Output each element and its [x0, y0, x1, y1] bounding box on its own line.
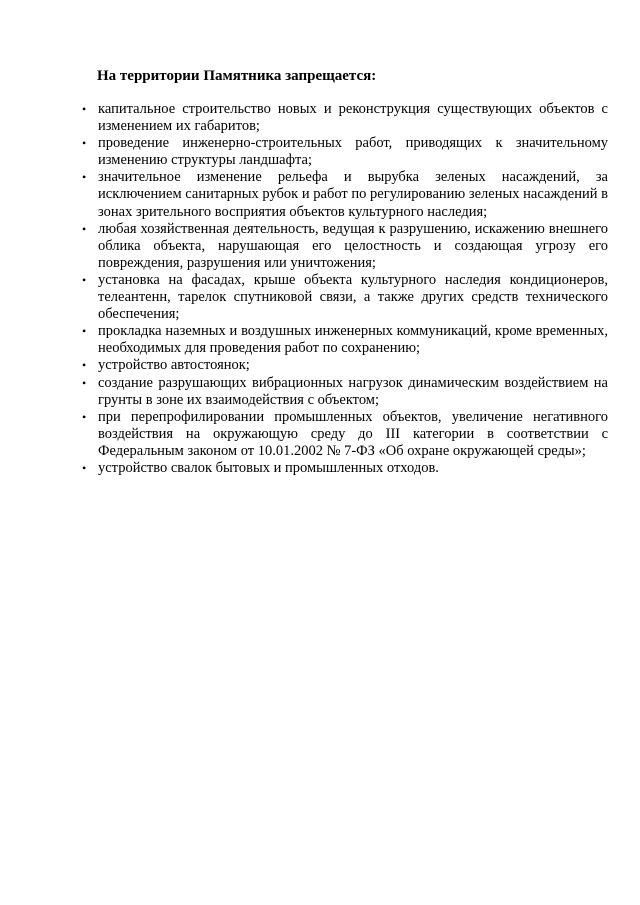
list-item-text: проведение инженерно-строительных работ, приводящих к значительному изменению структуры ландшафта; — [98, 135, 608, 169]
bullet-icon: • — [82, 272, 87, 287]
list-item-text: создание разрушающих вибрационных нагрузок динамическим воздействием на грунты в зоне их взаимодействия с объектом; — [98, 374, 608, 408]
list-item-text: капитальное строительство новых и реконструкция существующих объектов с изменением их габаритов; — [98, 101, 608, 135]
list-item — [0, 357, 640, 374]
bullet-icon: • — [82, 221, 87, 236]
list-item — [0, 101, 640, 135]
list-item — [0, 169, 640, 220]
section-heading: На территории Памятника запрещается: — [97, 68, 377, 84]
list-item-text: при перепрофилировании промышленных объектов, увеличение негативного воздействия на окружающую среду до III категории в соответствии с Федеральным законом от 10.01.2002 № 7-ФЗ «Об охране окружающей среды»; — [98, 408, 608, 459]
bullet-icon: • — [82, 170, 87, 185]
list-item — [0, 375, 640, 409]
bullet-icon: • — [82, 136, 87, 151]
list-item-text: значительное изменение рельефа и вырубка зеленых насаждений, за исключением санитарных рубок и работ по регулированию зеленых насаждений в зонах зрительного восприятия объектов культурного наследия; — [98, 169, 608, 220]
list-item-text: любая хозяйственная деятельность, ведущая к разрушению, искажению внешнего облика объекта, нарушающая его целостность и создающая угрозу его повреждения, разрушения или уничтожения; — [98, 220, 608, 271]
list-item-text: устройство свалок бытовых и промышленных отходов. — [98, 459, 439, 476]
list-item-text: устройство автостоянок; — [98, 357, 250, 374]
list-item — [0, 460, 640, 477]
list-item — [0, 221, 640, 272]
list-item — [0, 135, 640, 169]
bullet-icon: • — [82, 375, 87, 390]
bullet-icon: • — [82, 324, 87, 339]
bullet-icon: • — [82, 102, 87, 116]
list-item — [0, 409, 640, 460]
list-item — [0, 272, 640, 323]
list-item-text: установка на фасадах, крыше объекта культурного наследия кондиционеров, телеантенн, тарелок спутниковой связи, а также других средств технического обеспечения; — [98, 271, 608, 323]
prohibitions-list — [0, 101, 640, 477]
bullet-icon: • — [82, 409, 87, 424]
bullet-icon: • — [82, 460, 87, 475]
list-item-text: прокладка наземных и воздушных инженерных коммуникаций, кроме временных, необходимых для проведения работ по сохранению; — [98, 323, 608, 357]
list-item — [0, 323, 640, 357]
bullet-icon: • — [82, 358, 87, 373]
